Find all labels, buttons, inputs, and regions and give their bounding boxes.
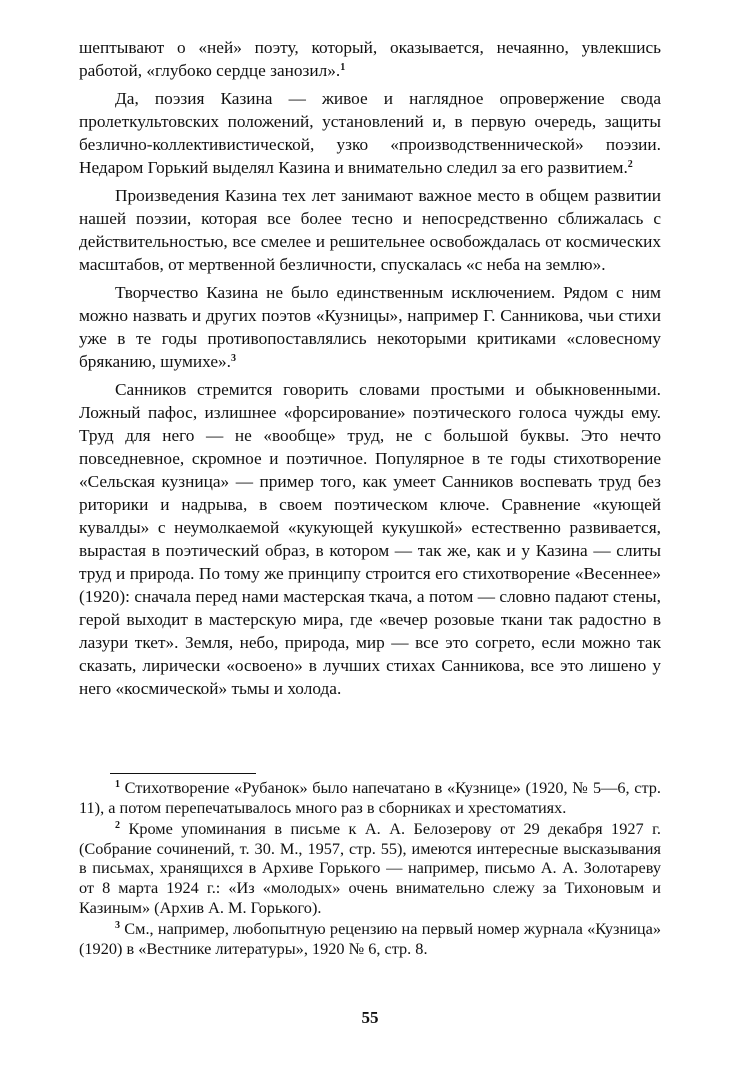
footnote-mark-1: 1 [115, 779, 120, 790]
footnote-ref-3: 3 [230, 353, 236, 364]
footnote-mark-2: 2 [115, 820, 120, 832]
paragraph-5: Санников стремится говорить словами простыми и обыкновенными. Ложный пафос, излишнее «форсирование» поэтического голоса чужды ему. Труд для него — не «вообще» труд, не с большой буквы. Это нечто повседневное, скромное и поэтичное. Популярное в те годы стихотворение «Сельская кузница» — пример того, как умеет Санников воспевать труд без риторики и надрыва, в своем поэтическом ключе. Сравнение «кующей кувалды» с неумолкаемой «кукующей кукушкой» естественно развивается, вырастая в поэтический образ, в котором — так же, как и у Казина — слиты труд и природа. По тому же принципу строится его стихотворение «Весеннее» (1920): сначала перед нами мастерская ткача, а потом — словно падают стены, герой выходит в мастерскую мира, где «вечер розовые ткани так радостно в лазури ткет». Земля, небо, природа, мир — все это согрето, если можно так сказать, лирически «освоено» в лучших стихах Санникова, все это лишено у него «космической» тьмы и холода. [79, 380, 661, 698]
footnote-3: $^3$ См., например, любопытную рецензию на первый номер журнала «Кузница» (1920) в «Вестнике литературы», 1920 № 6, стр. 8. [79, 919, 661, 958]
paragraph-3: Произведения Казина тех лет занимают важное место в общем развитии нашей поэзии, которая все более тесно и непосредственно сближалась с действительностью, все смелее и решительнее освобождалась от космических масштабов, от мертвенной безличности, спускалась «с неба на землю». [79, 186, 661, 274]
footnote-1: $^1$ Стихотворение «Рубанок» было напечатано в «Кузнице» (1920, № 5—6, стр. 11), а потом перепечатывалось много раз в сборниках и хрестоматиях. [79, 778, 661, 817]
paragraph-2: Да, поэзия Казина — живое и наглядное опровержение свода пролеткультовских положений, установлений и, в первую очередь, защиты безлично-коллективистической, узко «производственнической» поэзии. Недаром Горький выделял Казина и внимательно следил за его развитием.$^2$ [79, 89, 661, 177]
footnotes [79, 778, 661, 958]
paragraph-1: шептывают о «ней» поэту, который, оказывается, нечаянно, увлекшись работой, «глубоко сердце занозил».$^1$ [79, 38, 661, 80]
footnote-divider [110, 773, 256, 774]
page-number: 55 [361, 1008, 379, 1027]
footnote-mark-3: 3 [115, 920, 120, 932]
paragraph-4: Творчество Казина не было единственным исключением. Рядом с ним можно назвать и других поэтов «Кузницы», например Г. Санникова, чьи стихи уже в те годы противопоставлялись некоторыми критиками «словесному бряканию, шумихе».$^3$ [79, 283, 661, 371]
footnote-ref-2: 2 [627, 159, 633, 170]
main-text [79, 36, 661, 700]
footnote-2: $^2$ Кроме упоминания в письме к А. А. Белозерову от 29 декабря 1927 г. (Собрание сочинений, т. 30. М., 1957, стр. 55), имеются интересные высказывания в письмах, хранящихся в Архиве Горького — например, письмо А. А. Золотареву от 8 марта 1924 г.: «Из «молодых» очень внимательно слежу за Тихоновым и Казиным» (Архив А. М. Горького). [79, 819, 661, 917]
footnote-ref-1: 1 [340, 62, 346, 73]
